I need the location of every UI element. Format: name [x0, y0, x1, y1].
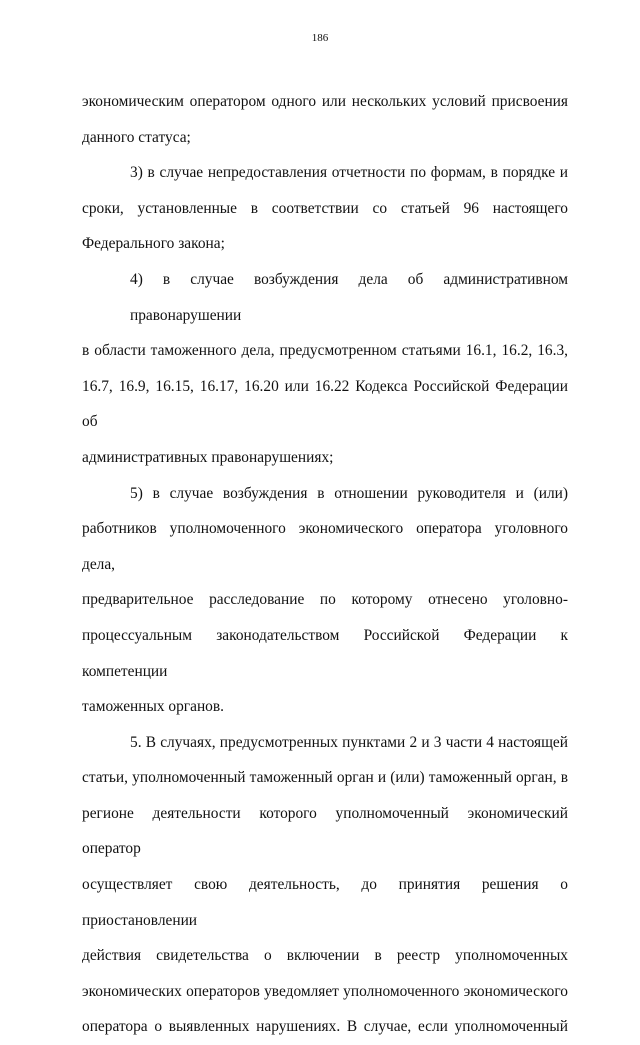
text-line: 3) в случае непредоставления отчетности по формам, в порядке и	[130, 164, 568, 182]
text-line: предварительное расследование по которому отнесено уголовно-	[82, 591, 568, 609]
text-line: 4) в случае возбуждения дела об административном правонарушении	[130, 270, 568, 324]
text-line: статьи, уполномоченный таможенный орган и (или) таможенный орган, в	[82, 769, 568, 787]
text-line: 16.7, 16.9, 16.15, 16.17, 16.20 или 16.22 Кодекса Российской Федерации об	[82, 377, 568, 431]
paragraph-part-5	[82, 725, 568, 1045]
paragraph-item-5	[82, 476, 568, 725]
text-line: экономических операторов уведомляет уполномоченного экономического	[82, 982, 568, 1000]
text-line: оператора о выявленных нарушениях. В случае, если уполномоченный	[82, 1018, 568, 1036]
text-line: в области таможенного дела, предусмотренном статьями 16.1, 16.2, 16.3,	[82, 342, 568, 360]
document-body	[82, 84, 568, 1045]
text-line: административных правонарушениях;	[82, 448, 334, 466]
text-line: действия свидетельства о включении в реестр уполномоченных	[82, 947, 568, 965]
paragraph-item-3	[82, 155, 568, 262]
text-line: сроки, установленные в соответствии со статьей 96 настоящего	[82, 199, 568, 217]
text-line: Федерального закона;	[82, 235, 225, 253]
text-line: процессуальным законодательством Российской Федерации к компетенции	[82, 626, 568, 680]
text-line: 5) в случае возбуждения в отношении руководителя и (или)	[130, 484, 568, 502]
paragraph-item-4	[82, 262, 568, 476]
text-line: работников уполномоченного экономического оператора уголовного дела,	[82, 520, 568, 573]
text-line: таможенных органов.	[82, 698, 224, 716]
text-line: данного статуса;	[82, 128, 191, 146]
paragraph-continuation	[82, 84, 568, 155]
text-line: регионе деятельности которого уполномоченный экономический оператор	[82, 804, 568, 858]
text-line: 5. В случаях, предусмотренных пунктами 2 и 3 части 4 настоящей	[130, 733, 568, 751]
page-number: 186	[311, 32, 329, 44]
text-line: экономическим оператором одного или нескольких условий присвоения	[82, 93, 568, 110]
text-line: осуществляет свою деятельность, до принятия решения о приостановлении	[82, 876, 568, 929]
